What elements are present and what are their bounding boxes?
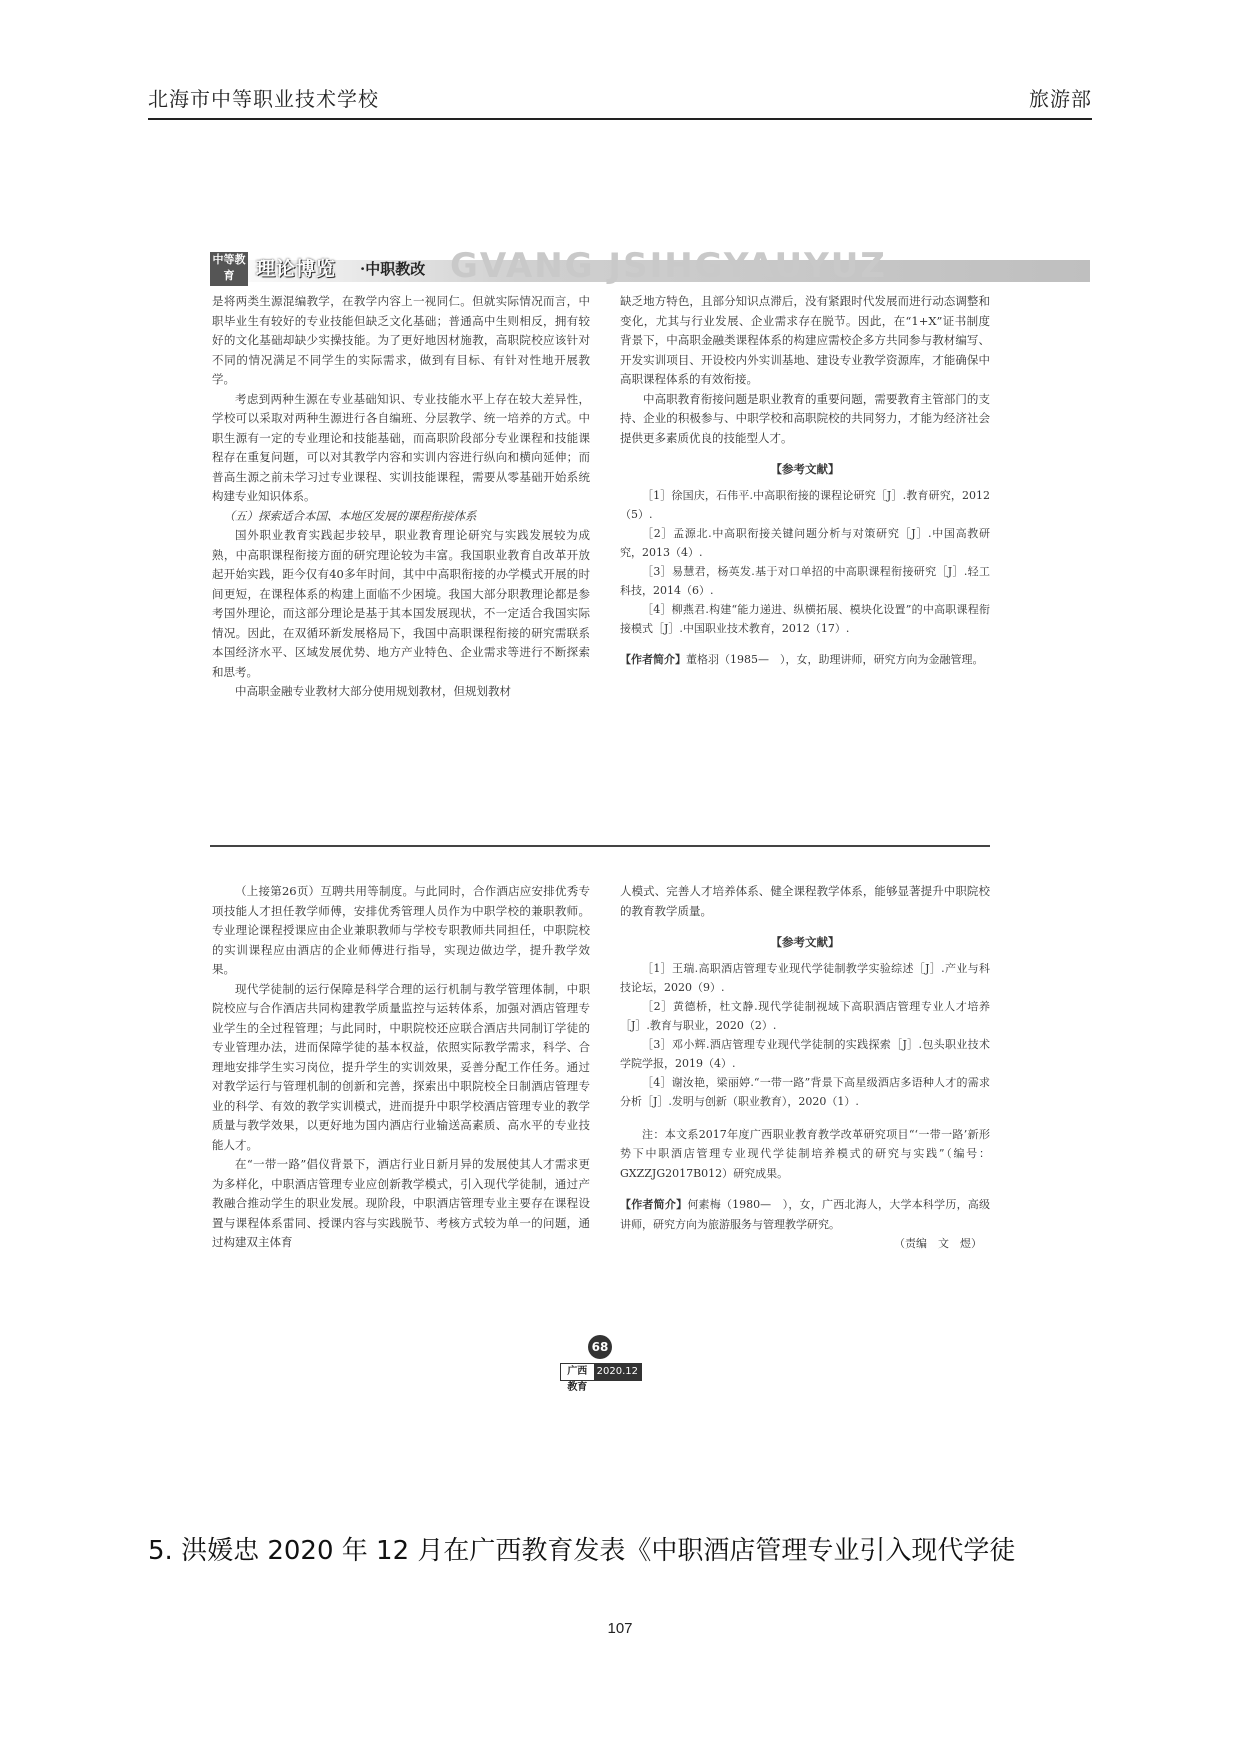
paragraph: 国外职业教育实践起步较早，职业教育理论研究与实践发展较为成熟，中高职课程衔接方面的研究理论较为丰富。我国职业教育自改革开放起开始实践，距今仅有40多年时间，其中中高职衔接的办学模式开展的时间更短，在课程体系的构建上面临不少困境。我国大部分职教理论都是参考国外理论，而这部分理论是基于其本国发展现状，不一定适合我国实际情况。因此，在双循环新发展格局下，我国中高职课程衔接的研究需联系本国经济水平、区域发展优势、地方产业特色、企业需求等进行不断探索和思考。 bbox=[212, 528, 590, 679]
scanned-article bbox=[210, 246, 1090, 1420]
reference-item: ［3］邓小辉.酒店管理专业现代学徒制的实践探索［J］.包头职业技术学院学报，2019（4）. bbox=[620, 1037, 990, 1070]
references-title: 【参考文献】 bbox=[770, 462, 840, 476]
section-title: 理论博览 bbox=[256, 258, 337, 280]
paragraph: （上接第26页）互聘共用等制度。与此同时，合作酒店应安排优秀专项技能人才担任教学师傅，安排优秀管理人员作为中职学校的兼职教师。专业理论课程授课应由企业兼职教师与学校专职教师共同担任，中职院校的实训课程应由酒店的企业师傅进行指导，实现边做边学，提升教学效果。 bbox=[212, 884, 590, 976]
paragraph: 现代学徒制的运行保障是科学合理的运行机制与教学管理体制，中职院校应与合作酒店共同构建教学质量监控与运转体系，加强对酒店管理专业学生的全过程管理；与此同时，中职院校还应联合酒店共同制订学徒的专业管理办法，进而保障学徒的基本权益，依照实际教学需求，科学、合理地安排学生实习岗位，提升学生的实训效果，妥善分配工作任务。通过对教学运行与管理机制的创新和完善，探索出中职院校全日制酒店管理专业的科学、有效的教学实训模式，进而提升中职学校酒店管理专业的教学质量与教学效果，以更好地为国内酒店行业输送高素质、高水平的专业技能人才。 bbox=[212, 981, 590, 1152]
author-label: 【作者简介】 bbox=[620, 1198, 688, 1211]
reference-item: ［3］易慧君，杨英发.基于对口单招的中高职课程衔接研究［J］.轻工科技，2014（6）. bbox=[620, 564, 990, 597]
school-name: 北海市中等职业技术学校 bbox=[148, 87, 379, 111]
reference-item: ［2］黄德桥，杜文静.现代学徒制视域下高职酒店管理专业人才培养［J］.教育与职业，2020（2）. bbox=[620, 999, 990, 1032]
subsection-heading: （五）探索适合本国、本地区发展的课程衔接体系 bbox=[223, 508, 477, 523]
editor-credit: （责编 文 煜） bbox=[894, 1237, 982, 1250]
bottom-right-column bbox=[620, 882, 990, 1254]
article-divider bbox=[210, 845, 990, 847]
banner-pinyin: GVANG JSIHGYAUYUZ bbox=[450, 246, 887, 286]
top-left-column bbox=[212, 292, 590, 702]
section-subtitle: ·中职教改 bbox=[360, 260, 426, 278]
author-bio bbox=[620, 1195, 990, 1234]
paragraph: 人模式、完善人才培养体系、健全课程教学体系，能够显著提升中职院校的教育教学质量。 bbox=[620, 884, 990, 918]
journal-banner bbox=[210, 246, 1090, 290]
reference-item: ［4］谢汝艳，梁丽婷.“一带一路”背景下高星级酒店多语种人才的需求分析［J］.发明与创新（职业教育），2020（1）. bbox=[620, 1075, 990, 1108]
journal-logo: 中等教育 bbox=[210, 252, 248, 286]
author-text: 何素梅（1980— ），女，广西北海人，大学本科学历，高级讲师，研究方向为旅游服务与管理教学研究。 bbox=[620, 1198, 991, 1231]
paragraph: 在“一带一路”倡仪背景下，酒店行业日新月异的发展使其人才需求更为多样化，中职酒店管理专业应创新教学模式，引入现代学徒制，通过产教融合推动学生的职业发展。现阶段，中职酒店管理专业主要存在课程设置与课程体系雷同、授课内容与实践脱节、考核方式较为单一的问题，通过构建双主体育 bbox=[212, 1157, 590, 1249]
journal-name: 广西教育 bbox=[561, 1364, 594, 1380]
reference-item: ［2］孟源北.中高职衔接关键问题分析与对策研究［J］.中国高教研究，2013（4）. bbox=[620, 526, 990, 559]
author-bio bbox=[620, 650, 990, 670]
funding-note: 注：本文系2017年度广西职业教育教学改革研究项目“‘一带一路’新形势下中职酒店管理专业现代学徒制培养模式的研究与实践”（编号：GXZZJG2017B012）研究成果。 bbox=[620, 1127, 990, 1180]
paragraph: 是将两类生源混编教学，在教学内容上一视同仁。但就实际情况而言，中职毕业生有较好的专业技能但缺乏文化基础；普通高中生则相反，拥有较好的文化基础却缺少实操技能。为了更好地因材施教，高职院校应该针对不同的情况满足不同学生的实际需求，做到有目标、有针对性地开展教学。 bbox=[212, 294, 590, 386]
references-title: 【参考文献】 bbox=[770, 935, 840, 949]
page-number: 107 bbox=[607, 1620, 633, 1637]
journal-page-badge bbox=[567, 1335, 638, 1393]
journal-issue: 2020.12 bbox=[594, 1364, 641, 1380]
author-text: 董格羽（1985— ），女，助理讲师，研究方向为金融管理。 bbox=[686, 652, 984, 666]
paragraph: 缺乏地方特色，且部分知识点滞后，没有紧跟时代发展而进行动态调整和变化，尤其与行业发展、企业需求存在脱节。因此，在“1+X”证书制度背景下，中高职金融类课程体系的构建应需校企多方共同参与教材编写、开发实训项目、开设校内外实训基地、建设专业教学资源库，才能确保中高职课程体系的有效衔接。 bbox=[620, 294, 990, 386]
bottom-left-column bbox=[212, 882, 590, 1253]
document-caption: 5. 洪媛忠 2020 年 12 月在广西教育发表《中职酒店管理专业引入现代学徒 bbox=[148, 1536, 1016, 1566]
top-right-column bbox=[620, 292, 990, 669]
department-name: 旅游部 bbox=[1029, 87, 1092, 111]
reference-item: ［1］王瑞.高职酒店管理专业现代学徒制教学实验综述［J］.产业与科技论坛，2020（9）. bbox=[620, 961, 990, 994]
paragraph: 中高职教育衔接问题是职业教育的重要问题，需要教育主管部门的支持、企业的积极参与、中职学校和高职院校的共同努力，才能为经济社会提供更多素质优良的技能型人才。 bbox=[620, 391, 990, 445]
journal-issue-tag bbox=[560, 1363, 642, 1393]
journal-page-number: 68 bbox=[588, 1335, 612, 1359]
paragraph: 考虑到两种生源在专业基础知识、专业技能水平上存在较大差异性，学校可以采取对两种生源进行各自编班、分层教学、统一培养的方式。中职生源有一定的专业理论和技能基础，而高职阶段部分专业课程和技能课程存在重复问题，可以对其教学内容和实训内容进行纵向和横向延伸；而普高生源之前未学习过专业课程、实训技能课程，需要从零基础开始系统构建专业知识体系。 bbox=[212, 391, 590, 503]
author-label: 【作者简介】 bbox=[620, 652, 686, 666]
reference-item: ［4］柳燕君.构建“能力递进、纵横拓展、模块化设置”的中高职课程衔接模式［J］.中国职业技术教育，2012（17）. bbox=[620, 602, 990, 635]
reference-item: ［1］徐国庆，石伟平.中高职衔接的课程论研究［J］.教育研究，2012（5）. bbox=[620, 488, 990, 521]
paragraph: 中高职金融专业教材大部分使用规划教材，但规划教材 bbox=[235, 684, 511, 698]
page-header bbox=[148, 86, 1092, 120]
